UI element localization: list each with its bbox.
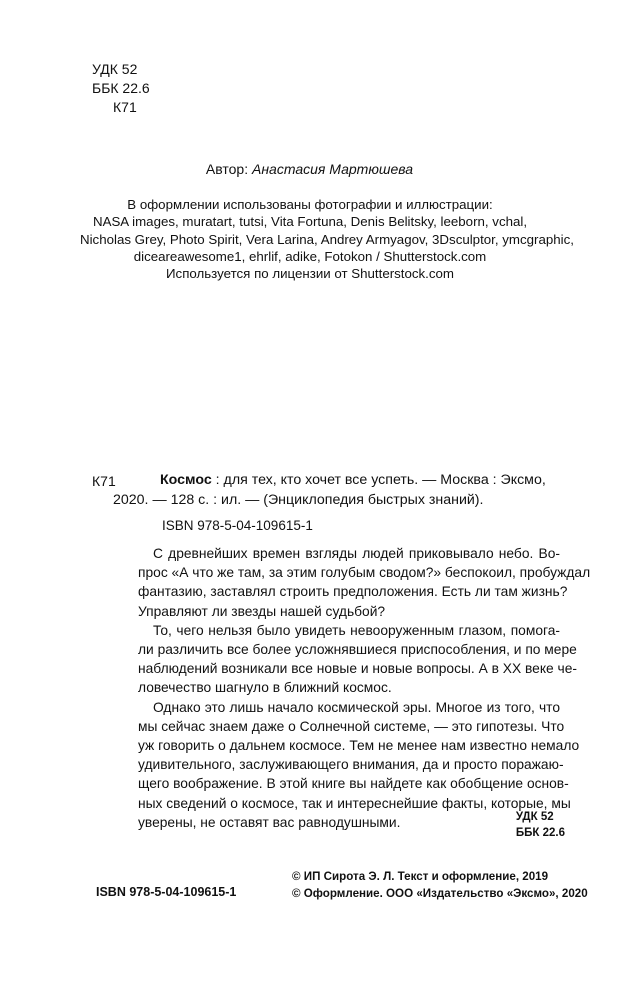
annotation-paragraph — [138, 544, 591, 621]
udk-code: УДК 52 — [515, 811, 554, 823]
isbn-bottom: ISBN 978-5-04-109615-1 — [96, 885, 237, 899]
text-line: С древнейших времен взгляды людей приковывало небо. Во- — [153, 546, 560, 561]
text-line: ловечество шагнуло в ближний космос. — [138, 680, 392, 696]
text-line: ли различить все более усложнявшиеся приспособления, и по мере — [138, 642, 577, 658]
credits-line: diceareawesome1, ehrlif, adike, Fotokon / Shutterstock.com — [133, 248, 487, 264]
text-line: уж говорить о дальнем космосе. Тем не менее нам известно немало — [138, 738, 580, 754]
biblio-line-1 — [113, 470, 561, 490]
author-name: Анастасия Мартюшева — [252, 161, 414, 177]
image-credits — [80, 196, 574, 282]
bibliographic-record — [113, 470, 561, 510]
text-line: мы сейчас знаем даже о Солнечной системе, — это гипотезы. Что — [138, 718, 565, 734]
text-line: ных сведений о космосе, так и интереснейшие факты, которые, мы — [138, 795, 571, 811]
annotation-paragraph — [138, 698, 580, 832]
biblio-line-2: 2020. — 128 с. : ил. — (Энциклопедия быстрых знаний). — [113, 492, 484, 508]
text-line: То, чего нельзя было увидеть невооруженным глазом, помога- — [153, 622, 560, 638]
udk-code: УДК 52 — [92, 61, 138, 77]
copyright-line: © Оформление. ООО «Издательство «Эксмо», 2020 — [292, 887, 588, 900]
bbk-code: ББК 22.6 — [515, 827, 565, 839]
text-line: уверены, не оставят вас равнодушными. — [138, 814, 401, 830]
text-line: фантазию, заставлял строить предположения. Есть ли там жизнь? — [138, 584, 568, 600]
text-line: наблюдений возникали все новые и новые вопросы. А в XX веке че- — [138, 661, 578, 677]
book-title: Космос — [160, 472, 212, 488]
author-line — [0, 161, 619, 177]
text-line: Управляют ли звезды нашей судьбой? — [138, 603, 386, 619]
credits-line: В оформлении использованы фотографии и иллюстрации: — [127, 197, 493, 212]
credits-line: NASA images, muratart, tutsi, Vita Fortuna, Denis Belitsky, leeborn, vchal, — [92, 214, 528, 230]
text-line: щего воображение. В этой книге вы найдете как обобщение основ- — [138, 776, 569, 792]
biblio-author-mark: К71 — [92, 473, 116, 489]
copyright-block — [292, 868, 588, 902]
biblio-subtitle: : для тех, кто хочет все успеть. — Москва : Эксмо, — [215, 472, 546, 488]
credits-line: Nicholas Grey, Photo Spirit, Vera Larina, Andrey Armyagov, 3Dsculptor, ymcgraphic, — [80, 231, 574, 247]
copyright-line: © ИП Сирота Э. Л. Текст и оформление, 2019 — [292, 870, 549, 883]
classification-codes-top — [92, 60, 150, 117]
annotation-paragraph — [138, 621, 578, 698]
author-label: Автор: — [205, 161, 249, 177]
author-mark: К71 — [113, 99, 137, 115]
text-line: прос «А что же там, за этим голубым сводом?» беспокоил, пробуждал — [138, 565, 591, 581]
annotation — [138, 544, 591, 832]
text-line: Однако это лишь начало космической эры. Многое из того, что — [153, 699, 560, 715]
credits-line: Используется по лицензии от Shutterstock.com — [165, 266, 454, 282]
classification-codes-bottom — [516, 809, 565, 841]
text-line: удивительного, заслуживающего внимания, да и просто поражаю- — [138, 757, 564, 773]
bbk-code: ББК 22.6 — [92, 80, 150, 96]
isbn-record: ISBN 978-5-04-109615-1 — [162, 518, 313, 533]
